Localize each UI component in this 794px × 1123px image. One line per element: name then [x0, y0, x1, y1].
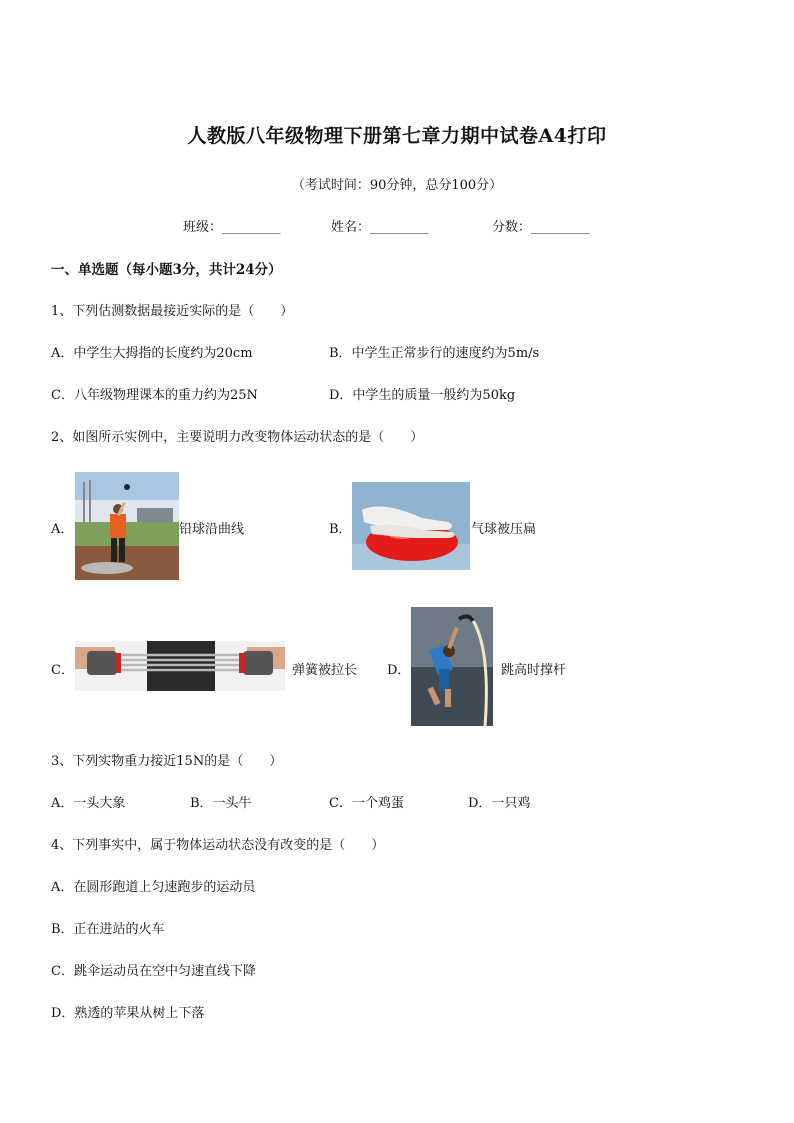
question-2-option-c-letter: C． [51, 663, 74, 678]
question-1-option-b: B．中学生正常步行的速度约为5m/s [329, 346, 540, 361]
question-4-stem: 4、下列事实中，属于物体运动状态没有改变的是（ ） [51, 838, 385, 853]
question-1-option-d: D．中学生的质量一般约为50kg [329, 388, 516, 403]
question-3-option-b: B．一头牛 [190, 796, 252, 811]
question-4-option-c: C．跳伞运动员在空中匀速直线下降 [51, 964, 256, 979]
score-field [492, 216, 590, 235]
exam-title: 人教版八年级物理下册第七章力期中试卷A4打印 [187, 125, 607, 147]
question-2-option-d-letter: D． [387, 663, 411, 678]
section-heading: 一、单选题（每小题3分，共计24分） [51, 262, 282, 278]
class-field [183, 216, 281, 235]
question-2-option-a-caption: 铅球沿曲线 [179, 522, 245, 537]
shot-put-photo [75, 472, 179, 580]
question-2-stem: 2、如图所示实例中，主要说明力改变物体运动状态的是（ ） [51, 430, 424, 445]
class-blank: _________ [222, 220, 281, 235]
exam-subtitle: （考试时间：90分钟，总分100分） [291, 178, 503, 193]
question-4-option-a: A．在圆形跑道上匀速跑步的运动员 [51, 880, 256, 895]
question-4-option-b: B．正在进站的火车 [51, 922, 165, 937]
name-blank: _________ [370, 220, 429, 235]
score-label: 分数： [492, 220, 532, 235]
question-3-option-a: A．一头大象 [51, 796, 126, 811]
spring-stretched-photo [75, 641, 285, 691]
question-1-option-a: A．中学生大拇指的长度约为20cm [51, 346, 253, 361]
question-2-option-d-caption: 跳高时撑杆 [501, 663, 567, 678]
name-label: 姓名： [331, 220, 371, 235]
question-2-option-b-caption: 气球被压扁 [471, 522, 537, 537]
question-3-option-d: D．一只鸡 [468, 796, 531, 811]
pole-vault-photo [411, 607, 493, 726]
question-3-option-c: C．一个鸡蛋 [329, 796, 404, 811]
question-1-option-c: C．八年级物理课本的重力约为25N [51, 388, 258, 403]
question-4-option-d: D．熟透的苹果从树上下落 [51, 1006, 205, 1021]
name-field [331, 216, 429, 235]
question-2-option-b-letter: B． [329, 522, 352, 537]
question-2-option-c-caption: 弹簧被拉长 [292, 663, 358, 678]
question-2-option-a-letter: A． [51, 522, 74, 537]
balloon-pressed-photo [352, 482, 470, 570]
question-3-stem: 3、下列实物重力接近15N的是（ ） [51, 754, 283, 769]
score-blank: _________ [531, 220, 590, 235]
class-label: 班级： [183, 220, 223, 235]
question-1-stem: 1、下列估测数据最接近实际的是（ ） [51, 304, 294, 319]
